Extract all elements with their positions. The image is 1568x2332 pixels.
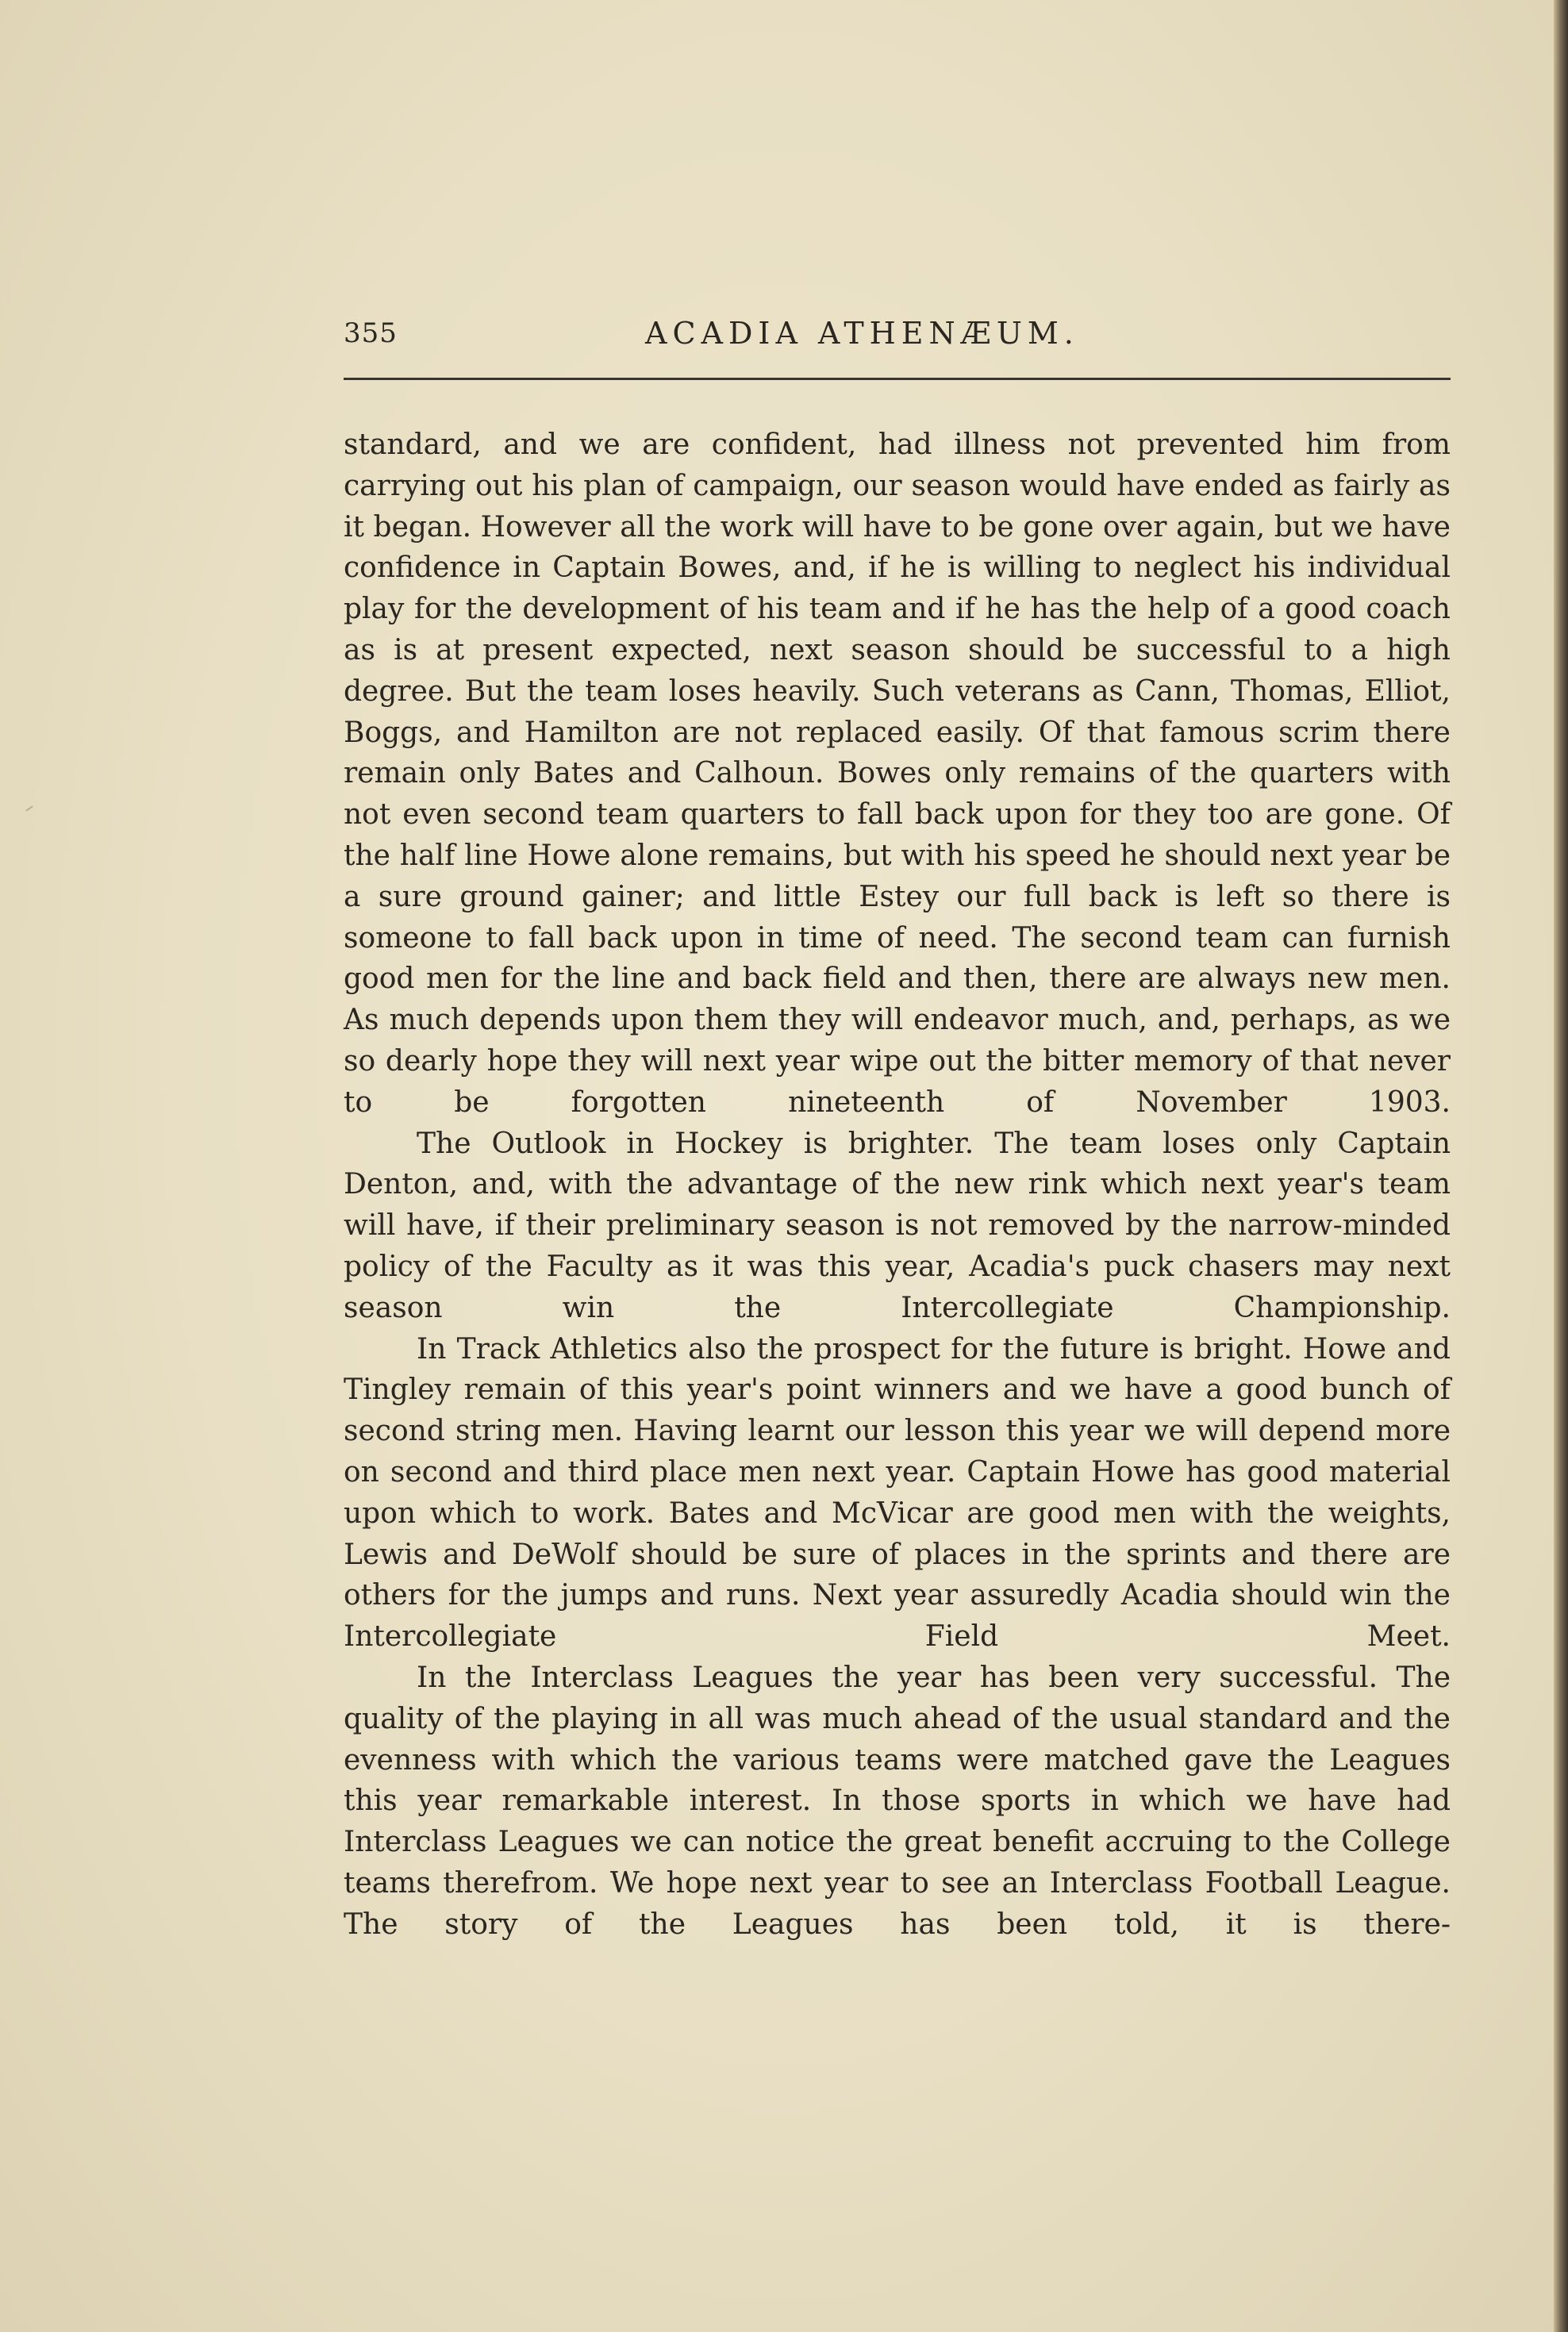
paragraph-interclass: In the Interclass Leagues the year has been very successful. The quality of the playing in all was much ahead of the usual standard and the evenness with which the various teams were matched gave the Leagues this year remarkable interest. In those sports in which we have had Interclass Leagues we can notice the great benefit accruing to the College teams therefrom. We hope next year to see an Interclass Football League. The story of the Leagues has been told, it is there- <box>344 1661 1451 1941</box>
paragraph-hockey: The Outlook in Hockey is brighter. The team loses only Captain Denton, and, with the advantage of the new rink which next year's team will have, if their preliminary season is not removed by the narrow-minded policy of the Faculty as it was this year, Acadia's puck chasers may next season win the Intercollegiate Championship. <box>344 1127 1451 1324</box>
paragraph-track: In Track Athletics also the prospect for the future is bright. Howe and Tingley remain of this year's point winners and we have a good bunch of second string men. Having learnt our lesson this year we will depend more on second and third place men next year. Captain Howe has good material upon which to work. Bates and McVicar are good men with the weights, Lewis and DeWolf should be sure of places in the sprints and there are others for the jumps and runs. Next year assuredly Acadia should win the Intercollegiate Field Meet. <box>344 1332 1451 1654</box>
article-body <box>344 425 1451 1945</box>
page-number: 355 <box>344 317 398 349</box>
page-header <box>344 311 1451 359</box>
running-title: ACADIA ATHENÆUM. <box>645 316 1079 351</box>
paragraph-football: standard, and we are confident, had illness not prevented him from carrying out his plan of campaign, our season would have ended as fairly as it began. However all the work will have to be gone over again, but we have confidence in Captain Bowes, and, if he is willing to neglect his individual play for the development of his team and if he has the help of a good coach as is at present expected, next season should be successful to a high degree. But the team loses heavily. Such veterans as Cann, Thomas, Elliot, Boggs, and Hamilton are not replaced easily. Of that famous scrim there remain only Bates and Calhoun. Bowes only remains of the quarters with not even second team quarters to fall back upon for they too are gone. Of the half line Howe alone remains, but with his speed he should next year be a sure ground gainer; and little Estey our full back is left so there is someone to fall back upon in time of need. The second team can furnish good men for the line and back field and then, there are always new men. As much depends upon them they will endeavor much, and, perhaps, as we so dearly hope they will next year wipe out the bitter memory of that never to be forgotten nineteenth of November 1903. <box>344 428 1451 1119</box>
header-rule <box>344 378 1451 380</box>
page-edge-shadow <box>1554 0 1568 2332</box>
